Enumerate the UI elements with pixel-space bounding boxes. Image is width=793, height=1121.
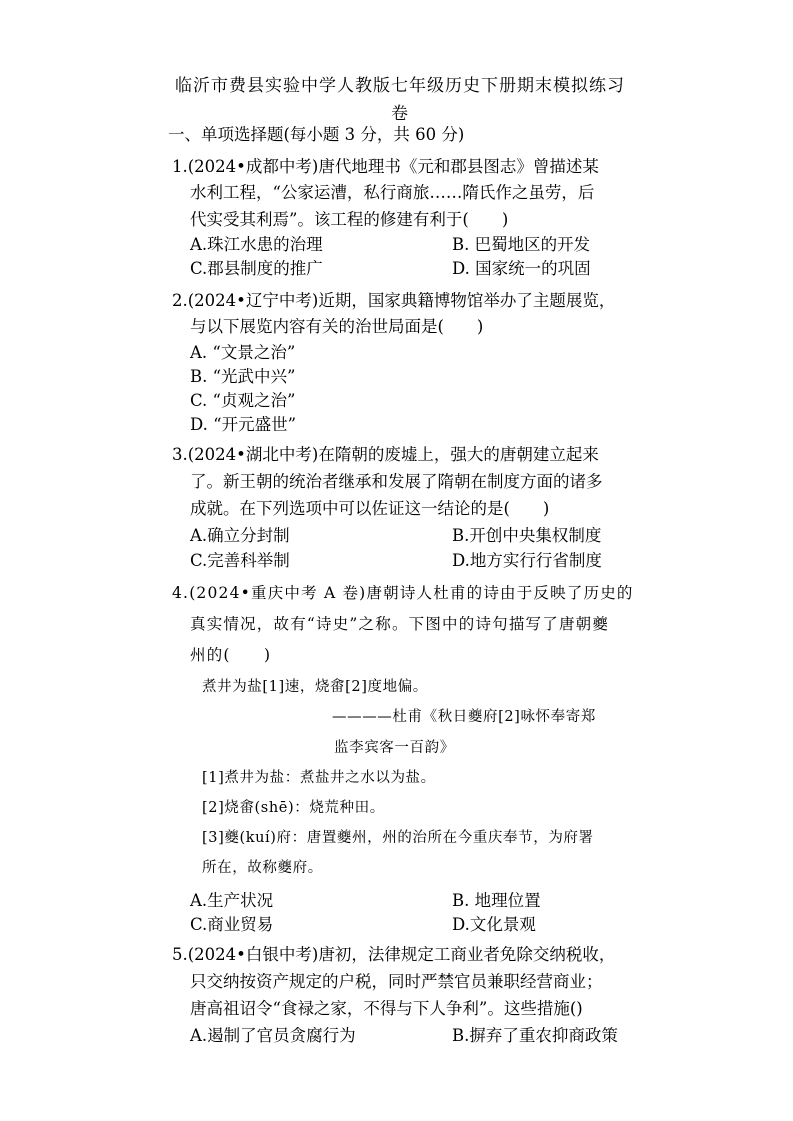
page-title	[170, 72, 630, 128]
question-4-option-d[interactable]: D.文化景观	[452, 915, 536, 934]
question-3-line-3: 成就。在下列选项中可以佐证这一结论的是( )	[190, 499, 550, 518]
question-4-poem: 煮井为盐[1]速，烧畬[2]度地偏。	[202, 679, 428, 695]
question-5-option-a[interactable]: A.遏制了官员贪腐行为	[190, 1026, 356, 1045]
question-2-option-b[interactable]: B. “光武中兴”	[190, 367, 296, 386]
question-4-option-a[interactable]: A.生产状况	[190, 891, 274, 910]
question-4-note-4: 所在，故称夔府。	[202, 860, 323, 876]
question-1-option-c[interactable]: C.郡县制度的推广	[190, 259, 323, 278]
question-1-line-3: 代实受其利焉”。该工程的修建有利于( )	[190, 210, 509, 229]
question-4-note-3: [3]夔(kuí)府：唐置夔州，州的治所在今重庆奉节，为府署	[202, 830, 594, 846]
question-4-note-1: [1]煮井为盐：煮盐井之水以为盐。	[202, 770, 436, 786]
question-5-option-b[interactable]: B.摒弃了重农抑商政策	[452, 1026, 618, 1045]
question-3-option-b[interactable]: B.开创中央集权制度	[452, 526, 602, 545]
question-1-option-b[interactable]: B. 巴蜀地区的开发	[452, 235, 591, 254]
question-5-line-1: 5.(2024•白银中考)唐初，法律规定工商业者免除交纳税收，	[172, 945, 616, 964]
question-1-option-a[interactable]: A.珠江水患的治理	[190, 235, 323, 254]
question-5-line-2: 只交纳按资产规定的户税，同时严禁官员兼职经营商业；	[190, 972, 603, 991]
question-3-option-d[interactable]: D.地方实行行省制度	[452, 551, 602, 570]
title-line-2: 卷	[391, 104, 409, 124]
question-4-line-2: 真实情况，故有“诗史”之称。下图中的诗句描写了唐朝夔	[190, 615, 610, 633]
question-2-line-2: 与以下展览内容有关的治世局面是( )	[190, 317, 484, 336]
question-2-option-c[interactable]: C. “贞观之治”	[190, 391, 296, 410]
question-2-option-a[interactable]: A. “文景之治”	[190, 343, 296, 362]
question-3-line-2: 了。新王朝的统治者继承和发展了隋朝在制度方面的诸多	[190, 472, 603, 491]
question-2-option-d[interactable]: D. “开元盛世”	[190, 415, 297, 434]
question-1-option-d[interactable]: D. 国家统一的巩固	[452, 259, 591, 278]
title-line-1: 临沂市费县实验中学人教版七年级历史下册期末模拟练习	[175, 76, 625, 96]
question-4-line-3: 州的( )	[190, 646, 272, 664]
question-4-source-line-1: ————杜甫《秋日夔府[2]咏怀奉寄郑	[332, 709, 596, 725]
question-2-line-1: 2.(2024•辽宁中考)近期，国家典籍博物馆举办了主题展览，	[172, 291, 616, 310]
question-4-option-b[interactable]: B. 地理位置	[452, 891, 541, 910]
question-1-line-2: 水利工程，“公家运漕，私行商旅……隋氏作之虽劳，后	[190, 183, 595, 202]
question-3-option-a[interactable]: A.确立分封制	[190, 526, 290, 545]
question-3-line-1: 3.(2024•湖北中考)在隋朝的废墟上，强大的唐朝建立起来	[172, 445, 599, 464]
question-4-option-c[interactable]: C.商业贸易	[190, 915, 274, 934]
section-heading: 一、单项选择题(每小题 3 分，共 60 分)	[168, 125, 465, 144]
question-4-source-line-2: 监李宾客一百韵》	[334, 740, 455, 756]
question-4-line-1: 4.(2024•重庆中考 A 卷)唐朝诗人杜甫的诗由于反映了历史的	[172, 584, 634, 602]
question-1-line-1: 1.(2024•成都中考)唐代地理书《元和郡县图志》曾描述某	[172, 157, 599, 176]
question-3-option-c[interactable]: C.完善科举制	[190, 551, 290, 570]
question-5-line-3: 唐高祖诏令“食禄之家，不得与下人争利”。这些措施()	[190, 999, 583, 1018]
question-4-note-2: [2]烧畬(shē)：烧荒种田。	[202, 800, 385, 816]
